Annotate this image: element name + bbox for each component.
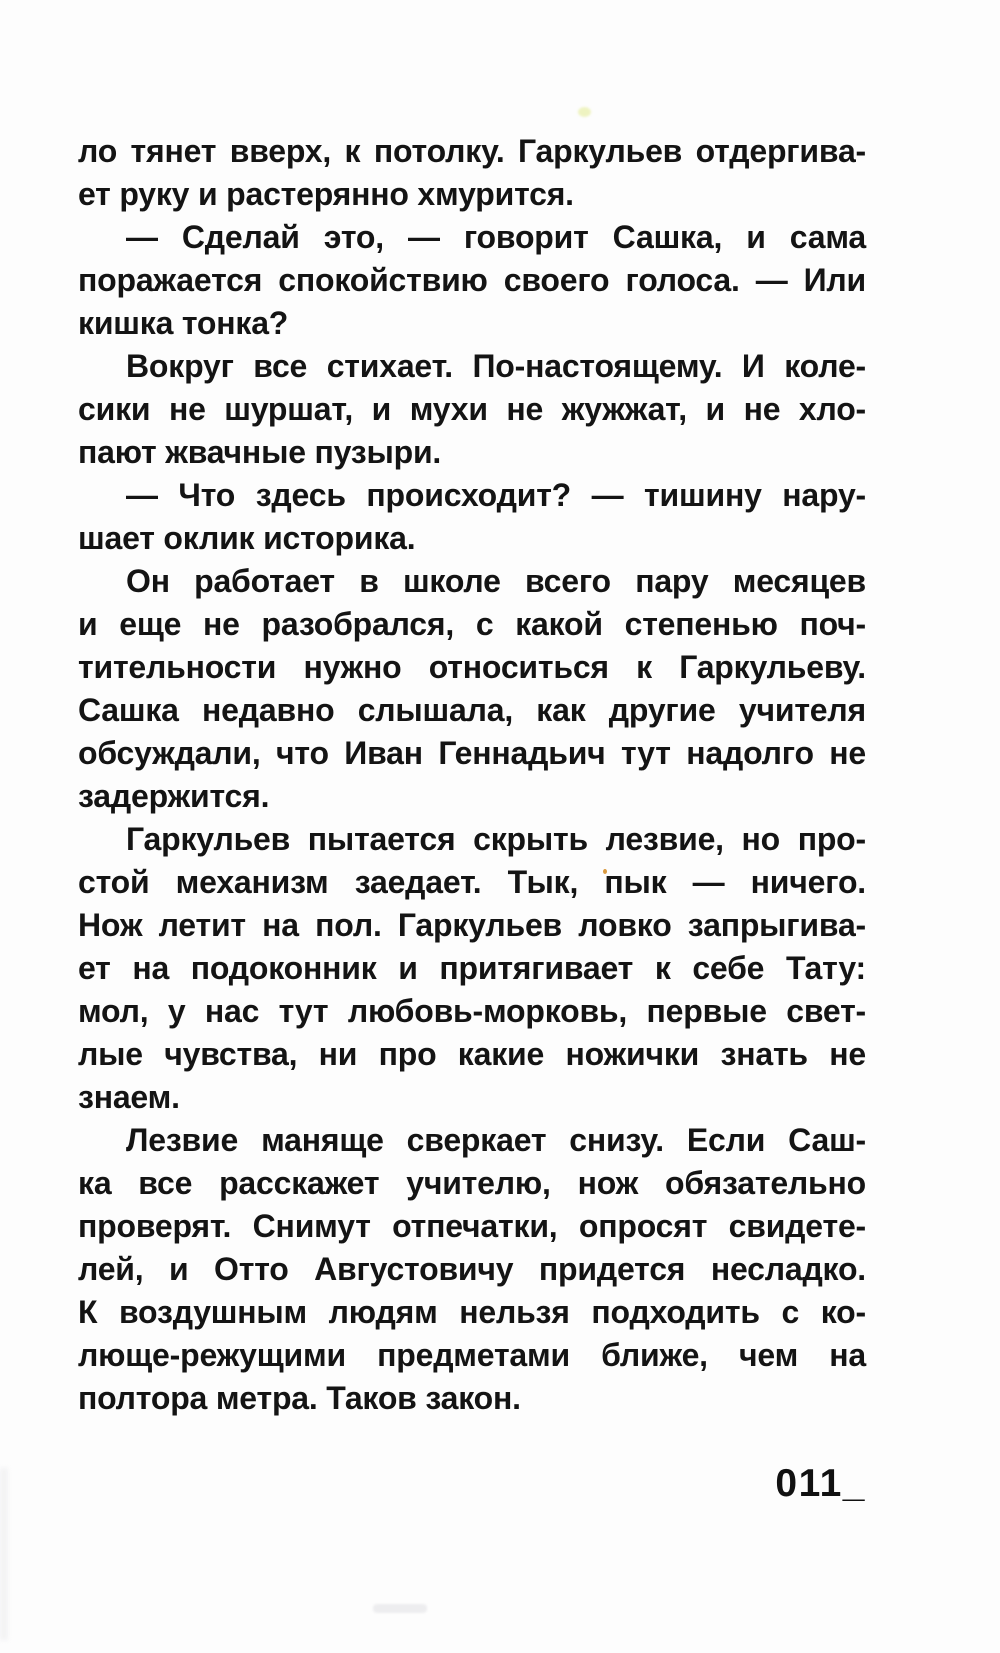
text-line: и еще не разобрался, с какой степенью поч- [78, 606, 866, 642]
text-line: мол, у нас тут любовь-морковь, первые свет- [78, 993, 866, 1029]
text-line: ка все расскажет учителю, нож обязательно [78, 1165, 866, 1201]
page-number: 011_ [775, 1462, 866, 1505]
text-line: задержится. [78, 778, 270, 814]
text-line: шает оклик историка. [78, 520, 416, 556]
text-line: Вокруг все стихает. По-настоящему. И коле- [126, 348, 866, 384]
text-line: ет на подоконник и притягивает к себе Тату: [78, 950, 866, 986]
text-line: обсуждали, что Иван Геннадьич тут надолго не [78, 735, 866, 771]
text-line: стой механизм заедает. Тык, пык — ничего. [78, 864, 866, 900]
text-line: Сашка недавно слышала, как другие учителя [78, 692, 866, 728]
scan-smudge [373, 1604, 427, 1613]
text-line: тительности нужно относиться к Гаркульеву. [78, 649, 866, 685]
text-line: К воздушным людям нельзя подходить с ко- [78, 1294, 866, 1330]
text-line: Гаркульев пытается скрыть лезвие, но про- [126, 821, 866, 857]
text-line: лей, и Отто Августовичу придется несладко. [78, 1251, 866, 1287]
text-line: — Сделай это, — говорит Сашка, и сама [126, 219, 866, 255]
text-line: знаем. [78, 1079, 180, 1115]
text-line: ло тянет вверх, к потолку. Гаркульев отдергива- [78, 133, 866, 169]
text-line: — Что здесь происходит? — тишину нару- [126, 477, 866, 513]
text-line: Лезвие маняще сверкает снизу. Если Саш- [126, 1122, 866, 1158]
text-line: поражается спокойствию своего голоса. — Или [78, 262, 866, 298]
scan-edge-shadow [0, 1468, 8, 1640]
text-line: кишка тонка? [78, 305, 289, 341]
text-line: лые чувства, ни про какие ножички знать не [78, 1036, 866, 1072]
text-line: Нож летит на пол. Гаркульев ловко запрыгива- [78, 907, 866, 943]
text-line: пают жвачные пузыри. [78, 434, 442, 470]
text-line: сики не шуршат, и мухи не жужжат, и не хло- [78, 391, 866, 427]
scan-speck-yellow [578, 107, 591, 117]
text-block [78, 130, 866, 1420]
text-line: полтора метра. Таков закон. [78, 1380, 521, 1416]
text-line: Он работает в школе всего пару месяцев [126, 563, 866, 599]
text-line: проверят. Снимут отпечатки, опросят свидете- [78, 1208, 866, 1244]
text-line: ет руку и растерянно хмурится. [78, 176, 574, 212]
text-line: люще-режущими предметами ближе, чем на [78, 1337, 866, 1373]
